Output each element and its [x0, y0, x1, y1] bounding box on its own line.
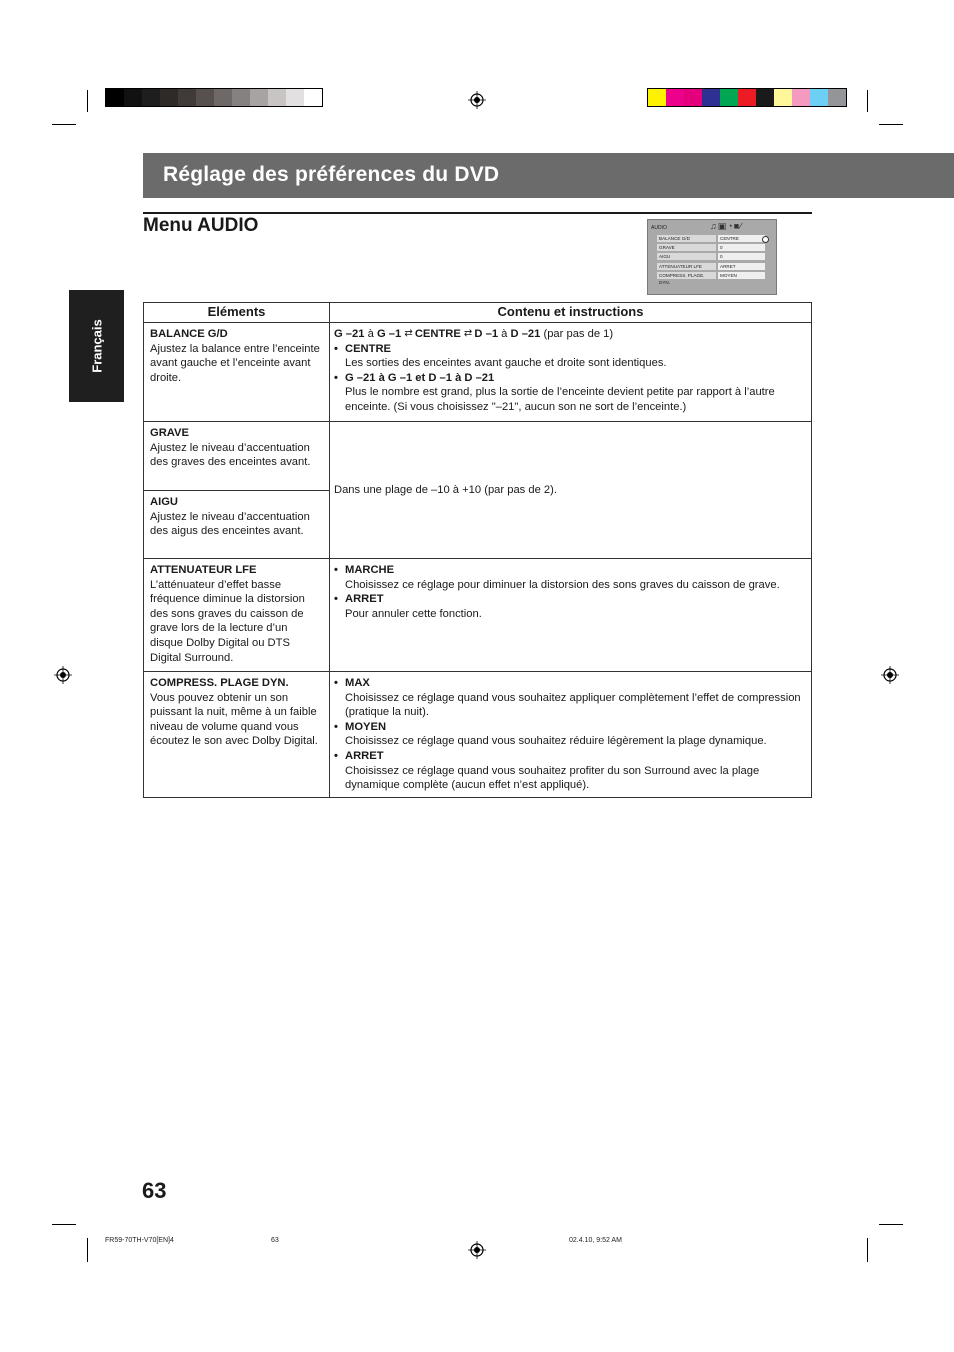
calibration-swatch [774, 89, 792, 106]
option-title: • MARCHE [334, 563, 781, 578]
registration-mark-icon [54, 666, 72, 684]
item-description: Ajustez la balance entre l’enceinte avant gauche et l’enceinte avant droite. [150, 342, 320, 384]
item-description: Ajustez le niveau d’accentuation des aigus des enceintes avant. [150, 510, 310, 538]
item-cell-lfe [143, 558, 330, 672]
option-text: Pour annuler cette fonction. [345, 607, 482, 620]
content-cell-compress [329, 671, 812, 798]
language-tab-label: Français [89, 319, 104, 373]
crop-mark [52, 1224, 76, 1225]
calibration-swatch [702, 89, 720, 106]
item-name: BALANCE G/D [150, 328, 228, 340]
item-name: ATTENUATEUR LFE [150, 564, 257, 576]
option-text: Choisissez ce réglage quand vous souhaitez profiter du son Surround avec la plage dynamique complète (aucun effet n’est appliqué). [345, 764, 760, 792]
menu-title: Menu AUDIO [143, 215, 259, 236]
calibration-swatch [720, 89, 738, 106]
camera-icon: ■ [733, 221, 741, 231]
item-cell-balance [143, 322, 330, 422]
registration-mark-icon [468, 91, 486, 109]
title-rule [143, 212, 812, 214]
registration-mark-icon [468, 1241, 486, 1259]
content-cell-grave-aigu [329, 421, 812, 559]
footer-timestamp: 02.4.10, 9:52 AM [569, 1237, 622, 1244]
section-header-band [143, 153, 954, 198]
footer-page: 63 [271, 1237, 279, 1244]
item-description: Ajustez le niveau d’accentuation des graves des enceintes avant. [150, 441, 311, 469]
crop-mark [52, 124, 76, 125]
column-header-items: Eléments [143, 302, 330, 323]
option-title: • ARRET [334, 592, 781, 607]
osd-cursor-icon [762, 236, 769, 243]
crop-mark [879, 124, 903, 125]
calibration-swatch [124, 89, 142, 106]
balance-range: G –21 à G –1 ⇄ CENTRE ⇄ D –1 à D –21 (par pas de 1) [334, 328, 614, 340]
item-cell-grave [143, 421, 330, 491]
calibration-swatch [756, 89, 774, 106]
option-text: Choisissez ce réglage pour diminuer la distorsion des sons graves du caisson de grave. [345, 578, 780, 591]
calibration-swatch [196, 89, 214, 106]
pen-icon: ∕ [740, 221, 743, 231]
calibration-swatch [250, 89, 268, 106]
bidirectional-arrow-icon: ⇄ [404, 328, 412, 339]
option-title: • CENTRE [334, 342, 805, 357]
grayscale-calibration-bar [105, 88, 323, 107]
range-text: Dans une plage de –10 à +10 (par pas de 2). [334, 484, 557, 496]
registration-mark-icon [881, 666, 899, 684]
footer-file: FR59-70TH-V70[EN]4 [105, 1237, 174, 1244]
item-description: L’atténuateur d’effet basse fréquence diminue la distorsion des sons graves du caisson de grave lors de la lecture d’un disque Dolby Digital ou DTS Digital Surround. [150, 578, 305, 664]
calibration-swatch [684, 89, 702, 106]
osd-row: COMPRESS. PLAGE. DYN. MOYEN [657, 272, 765, 279]
calibration-swatch [792, 89, 810, 106]
option-text: Les sorties des enceintes avant gauche et droite sont identiques. [345, 357, 667, 370]
option-text: Choisissez ce réglage quand vous souhaitez réduire légèrement la plage dynamique. [345, 735, 767, 748]
calibration-swatch [268, 89, 286, 106]
item-cell-aigu [143, 490, 330, 559]
item-name: COMPRESS. PLAGE DYN. [150, 677, 289, 689]
calibration-swatch [286, 89, 304, 106]
option-text: Choisissez ce réglage quand vous souhaitez appliquer complètement l’effet de compression (pratique la nuit). [345, 691, 801, 719]
calibration-swatch [810, 89, 828, 106]
calibration-swatch [178, 89, 196, 106]
section-title: Réglage des préférences du DVD [163, 163, 500, 186]
item-name: GRAVE [150, 427, 189, 439]
item-description: Vous pouvez obtenir un son puissant la nuit, même à un faible niveau de volume quand vous écoutez le son avec Dolby Digital. [150, 691, 318, 748]
calibration-swatch [214, 89, 232, 106]
option-text: Plus le nombre est grand, plus la sortie de l’enceinte devient petite par rapport à l’autre enceinte. (Si vous choisissez "–21", aucun son ne sort de l’enceinte.) [345, 386, 775, 413]
calibration-swatch [160, 89, 178, 106]
crop-mark [879, 1224, 903, 1225]
calibration-swatch [142, 89, 160, 106]
osd-row: GRAVE 0 [657, 244, 765, 251]
osd-row: ATTENUATEUR LFE ARRET [657, 263, 765, 270]
audio-icon: ♫ [710, 221, 718, 231]
osd-title: AUDIO [651, 225, 667, 231]
calibration-swatch [304, 89, 322, 106]
option-title: • MOYEN [334, 720, 801, 735]
language-tab [69, 290, 124, 402]
osd-row: BALANCE G/D CENTRE [657, 235, 765, 242]
option-title: • MAX [334, 676, 801, 691]
crop-mark [867, 90, 868, 112]
content-cell-balance [329, 322, 812, 422]
calibration-swatch [738, 89, 756, 106]
calibration-swatch [828, 89, 846, 106]
crop-mark [867, 1238, 868, 1262]
calibration-swatch [106, 89, 124, 106]
page-number: 63 [142, 1178, 167, 1203]
crop-mark [87, 90, 88, 112]
item-name: AIGU [150, 496, 178, 508]
option-title: • G –21 à G –1 et D –1 à D –21 [334, 371, 805, 386]
option-title: • ARRET [334, 749, 801, 764]
bidirectional-arrow-icon: ⇄ [463, 328, 472, 339]
speaker-icon: ◔ [727, 221, 734, 231]
calibration-swatch [232, 89, 250, 106]
calibration-swatch [666, 89, 684, 106]
crop-mark [87, 1238, 88, 1262]
item-cell-compress [143, 671, 330, 798]
audio-osd-screenshot [647, 219, 777, 295]
osd-icon-strip [710, 221, 772, 231]
content-cell-lfe [329, 558, 812, 672]
audio-settings-table [143, 302, 812, 798]
osd-row: AIGU 0 [657, 253, 765, 260]
column-header-content: Contenu et instructions [329, 302, 812, 323]
calibration-swatch [648, 89, 666, 106]
color-calibration-bar [647, 88, 847, 107]
disc-icon: ▣ [717, 221, 728, 231]
